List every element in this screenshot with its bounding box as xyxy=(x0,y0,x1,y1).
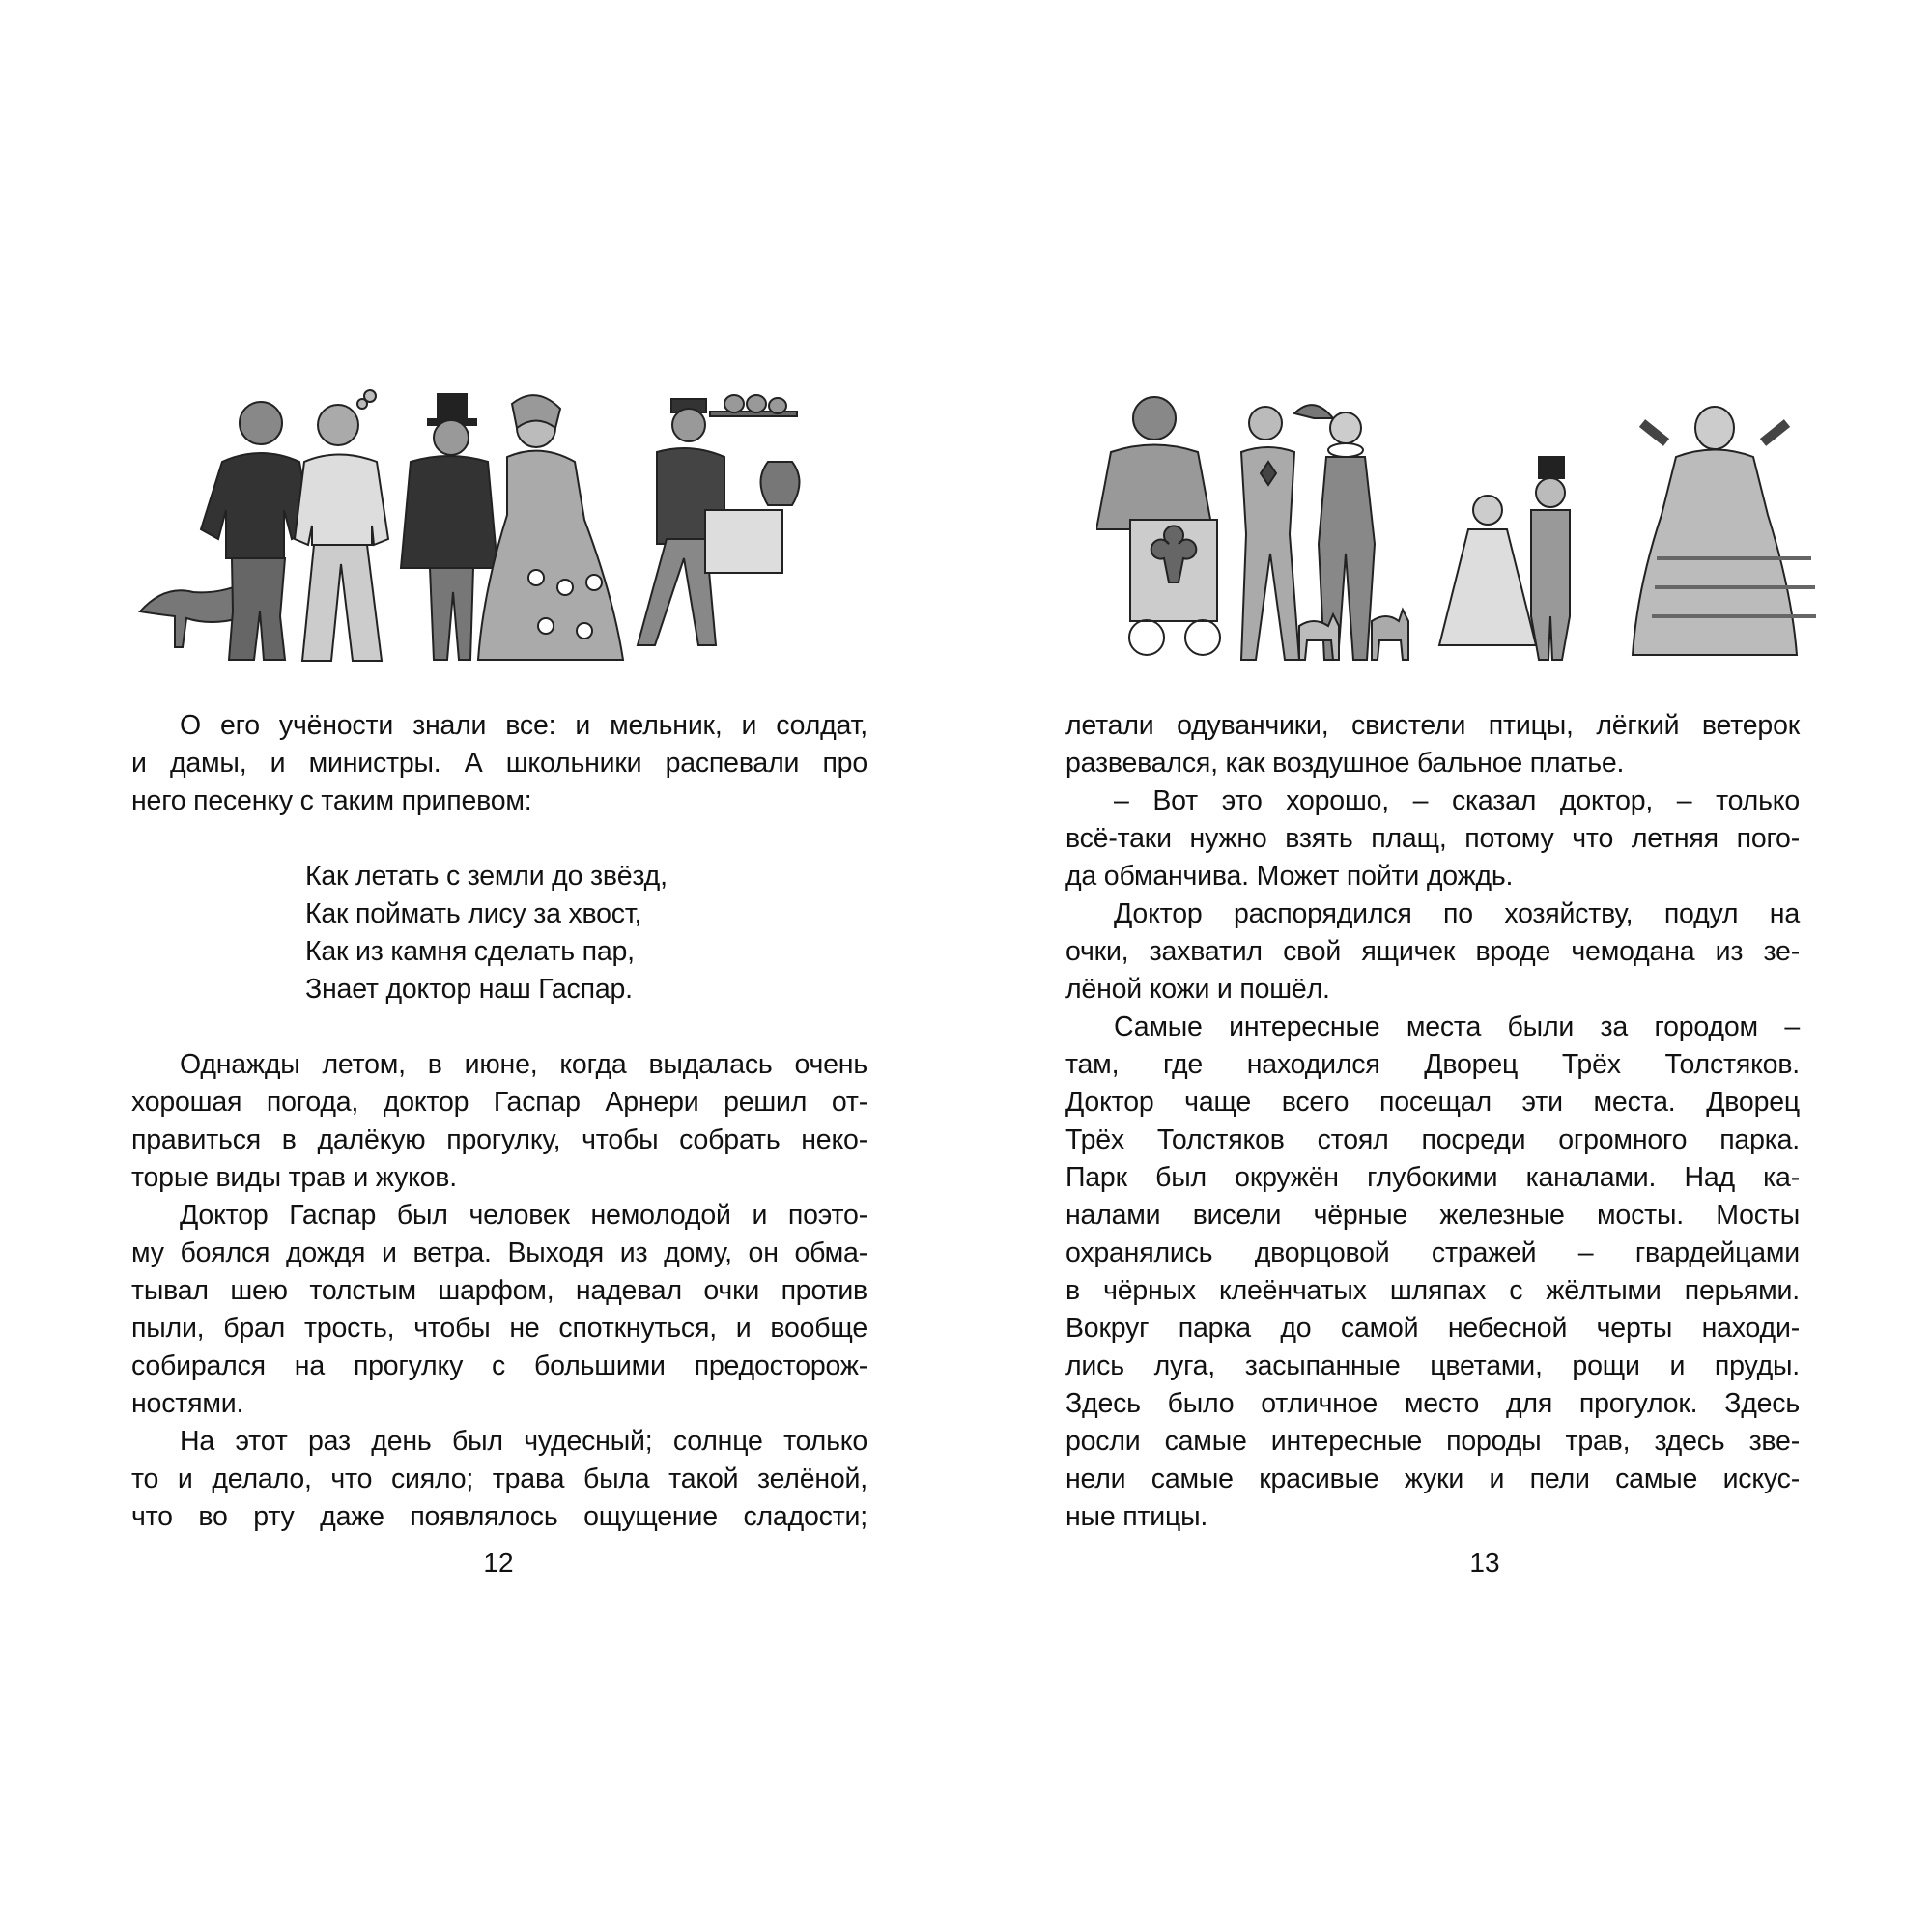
text-line: ностями. xyxy=(131,1388,244,1419)
paragraph-1 xyxy=(131,707,867,820)
paragraph-4 xyxy=(1065,1009,1800,1536)
song-verse xyxy=(305,858,867,1009)
text-line: охранялись дворцовой стражей – гвардейцами xyxy=(1065,1237,1800,1268)
text-line: да обманчива. Может пойти дождь. xyxy=(1065,861,1514,892)
text-line: му боялся дождя и ветра. Выходя из дому, он обма- xyxy=(131,1237,867,1268)
text-line: росли самые интересные породы трав, здесь зве- xyxy=(1065,1426,1800,1457)
text-line: Однажды летом, в июне, когда выдалась очень xyxy=(180,1049,867,1080)
text-line: очки, захватил свой ящичек вроде чемодана из зе- xyxy=(1065,936,1800,967)
text-line: хорошая погода, доктор Гаспар Арнери решил от- xyxy=(131,1087,867,1118)
text-line: Вокруг парка до самой небесной черты находи- xyxy=(1065,1313,1800,1344)
text-line: Трёх Толстяков стоял посреди огромного парка. xyxy=(1065,1124,1800,1155)
page-number-left: 12 xyxy=(483,1548,514,1577)
text-line: – Вот это хорошо, – сказал доктор, – только xyxy=(1114,785,1800,816)
text-line: ные птицы. xyxy=(1065,1501,1208,1532)
text-line: летали одуванчики, свистели птицы, лёгкий ветерок xyxy=(1065,710,1800,741)
text-line: тывал шею толстым шарфом, надевал очки против xyxy=(131,1275,867,1306)
text-line: и дамы, и министры. А школьники распевали про xyxy=(131,748,867,779)
text-line: Парк был окружён глубокими каналами. Над ка- xyxy=(1065,1162,1800,1193)
right-page xyxy=(966,0,1932,1932)
text-line: лёной кожи и пошёл. xyxy=(1065,974,1330,1005)
text-line: всё-таки нужно взять плащ, потому что летняя пого- xyxy=(1065,823,1800,854)
text-line: правиться в далёкую прогулку, чтобы собрать неко- xyxy=(131,1124,867,1155)
text-line: торые виды трав и жуков. xyxy=(131,1162,457,1193)
verse-line: Знает доктор наш Гаспар. xyxy=(305,974,633,1005)
text-line: там, где находился Дворец Трёх Толстяков. xyxy=(1065,1049,1800,1080)
text-line: что во рту даже появлялось ощущение сладости; xyxy=(131,1501,867,1532)
townspeople-illustration xyxy=(130,384,874,667)
page-number-right: 13 xyxy=(1469,1548,1500,1577)
paragraph-1 xyxy=(1065,707,1800,782)
verse-line: Как из камня сделать пар, xyxy=(305,936,635,967)
paragraph-2 xyxy=(131,1046,867,1197)
paragraph-4 xyxy=(131,1423,867,1536)
text-line: него песенку с таким припевом: xyxy=(131,785,532,816)
text-line: налами висели чёрные железные мосты. Мосты xyxy=(1065,1200,1800,1231)
text-line: в чёрных клеёнчатых шляпах с жёлтыми перьями. xyxy=(1065,1275,1800,1306)
text-line: Доктор распорядился по хозяйству, подул на xyxy=(1114,898,1800,929)
text-line: то и делало, что сияло; трава была такой зелёной, xyxy=(131,1463,867,1494)
townspeople-illustration-image xyxy=(130,384,874,667)
text-line: лись луга, засыпанные цветами, рощи и пруды. xyxy=(1065,1350,1800,1381)
text-line: Самые интересные места были за городом – xyxy=(1114,1011,1800,1042)
text-line: Доктор Гаспар был человек немолодой и поэто- xyxy=(180,1200,867,1231)
text-line: развевался, как воздушное бальное платье. xyxy=(1065,748,1625,779)
verse-line: Как поймать лису за хвост, xyxy=(305,898,642,929)
text-line: О его учёности знали все: и мельник, и солдат, xyxy=(180,710,867,741)
paragraph-3 xyxy=(131,1197,867,1423)
paragraph-3 xyxy=(1065,895,1800,1009)
text-line: Доктор чаще всего посещал эти места. Дворец xyxy=(1065,1087,1800,1118)
paragraph-2 xyxy=(1065,782,1800,895)
text-line: собирался на прогулку с большими предосторож- xyxy=(131,1350,867,1381)
text-line: Здесь было отличное место для прогулок. Здесь xyxy=(1065,1388,1800,1419)
performers-illustration-image xyxy=(1096,384,1816,667)
text-line: нели самые красивые жуки и пели самые искус- xyxy=(1065,1463,1800,1494)
text-line: пыли, брал трость, чтобы не споткнуться, и вообще xyxy=(131,1313,867,1344)
text-line: На этот раз день был чудесный; солнце только xyxy=(180,1426,867,1457)
right-page-text xyxy=(1065,707,1800,1536)
left-page-text xyxy=(131,707,867,1536)
performers-illustration xyxy=(1096,384,1816,667)
verse-line: Как летать с земли до звёзд, xyxy=(305,861,668,892)
